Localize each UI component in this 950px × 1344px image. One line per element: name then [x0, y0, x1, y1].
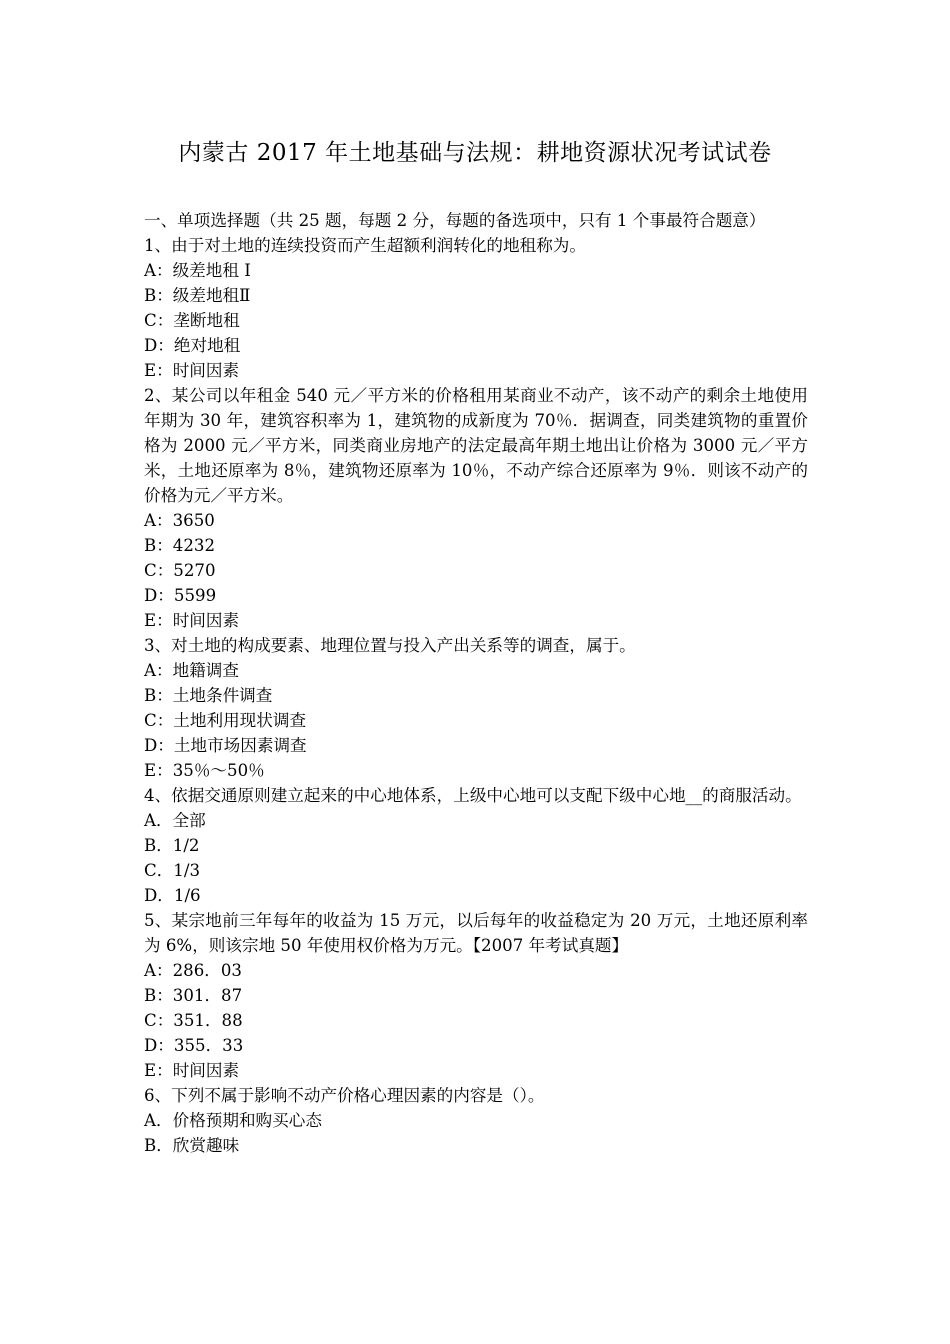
question-stem: 1、由于对土地的连续投资而产生超额利润转化的地租称为。 [144, 236, 586, 255]
option-item: B：4232 [144, 536, 216, 555]
question-4 [144, 783, 808, 908]
option-item: A．全部 [144, 811, 206, 830]
question-stem: 4、依据交通原则建立起来的中心地体系，上级中心地可以支配下级中心地__的商服活动。 [144, 786, 802, 805]
option-item: E：35％～50％ [144, 761, 265, 780]
option-item: B：级差地租Ⅱ [144, 286, 251, 305]
option-item: D：绝对地租 [144, 336, 241, 355]
option-item: A：3650 [144, 511, 215, 530]
document-body [144, 208, 808, 1158]
question-5 [144, 908, 808, 1083]
question-2 [144, 383, 808, 633]
question-3 [144, 633, 808, 783]
question-stem: 2、某公司以年租金 540 元／平方米的价格租用某商业不动产，该不动产的剩余土地使用年期为 30 年，建筑容积率为 1，建筑物的成新度为 70％．据调查，同类建筑物的重置价格为 2000 元／平方米，同类商业房地产的法定最高年期土地出让价格为 3000 元／平方米，土地还原率为 8％，建筑物还原率为 10％，不动产综合还原率为 9％．则该不动产的价格为元／平方米。 [144, 386, 808, 505]
option-item: E：时间因素 [144, 611, 240, 630]
option-item: D：355．33 [144, 1036, 244, 1055]
question-1 [144, 233, 808, 383]
option-item: C：垄断地租 [144, 311, 240, 330]
option-item: D：5599 [144, 586, 217, 605]
option-item: C：土地利用现状调查 [144, 711, 307, 730]
option-item: B：土地条件调查 [144, 686, 273, 705]
option-item: B．欣赏趣味 [144, 1136, 240, 1155]
option-item: D：土地市场因素调查 [144, 736, 307, 755]
question-stem: 3、对土地的构成要素、地理位置与投入产出关系等的调查，属于。 [144, 636, 636, 655]
option-item: E：时间因素 [144, 1061, 240, 1080]
option-item: E：时间因素 [144, 361, 240, 380]
option-item: C：351．88 [144, 1011, 243, 1030]
option-item: A：地籍调查 [144, 661, 239, 680]
option-item: A．价格预期和购买心态 [144, 1111, 322, 1130]
option-item: A：286．03 [144, 961, 242, 980]
question-6 [144, 1083, 808, 1158]
question-stem: 5、某宗地前三年每年的收益为 15 万元，以后每年的收益稳定为 20 万元，土地还原利率为 6%，则该宗地 50 年使用权价格为万元。【2007 年考试真题】 [144, 911, 808, 955]
question-stem: 6、下列不属于影响不动产价格心理因素的内容是（）。 [144, 1086, 545, 1105]
option-item: D．1/6 [144, 886, 201, 905]
option-item: B：301．87 [144, 986, 243, 1005]
section-heading: 一、单项选择题（共 25 题，每题 2 分，每题的备选项中，只有 1 个事最符合题意） [144, 211, 766, 230]
option-item: C：5270 [144, 561, 216, 580]
option-item: B．1/2 [144, 836, 200, 855]
option-item: A：级差地租 I [144, 261, 251, 280]
document-title: 内蒙古 2017 年土地基础与法规：耕地资源状况考试试卷 [178, 140, 772, 166]
option-item: C．1/3 [144, 861, 200, 880]
